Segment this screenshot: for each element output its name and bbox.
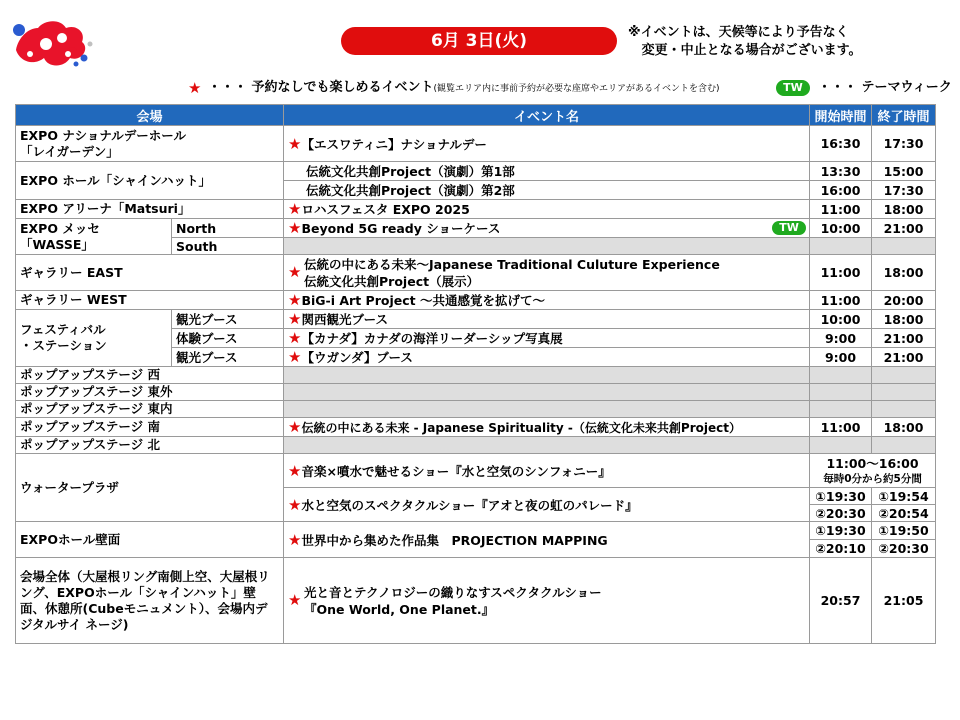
venue-cell: ポップアップステージ 西 bbox=[16, 367, 284, 384]
empty-time-cell bbox=[872, 238, 936, 255]
start-time: 11:00 bbox=[810, 255, 872, 291]
star-icon: ★ bbox=[288, 591, 302, 609]
end-time: 18:00 bbox=[872, 200, 936, 219]
start-time: 20:57 bbox=[810, 558, 872, 644]
event-cell bbox=[284, 255, 810, 291]
table-row bbox=[16, 200, 936, 219]
end-time: 21:00 bbox=[872, 329, 936, 348]
end-time: 18:00 bbox=[872, 418, 936, 437]
sub-area-label: 体験ブース bbox=[172, 329, 284, 348]
table-row bbox=[16, 126, 936, 162]
star-icon: ★ bbox=[288, 310, 302, 328]
start-time: 9:00 bbox=[810, 348, 872, 367]
table-row bbox=[16, 437, 936, 454]
table-row bbox=[16, 384, 936, 401]
end-time: 20:00 bbox=[872, 291, 936, 310]
event-title: 伝統文化共創Project（演劇）第1部 bbox=[284, 162, 810, 181]
legend-star-description bbox=[208, 79, 720, 98]
table-header-row bbox=[16, 105, 936, 126]
end-time: 18:00 bbox=[872, 255, 936, 291]
empty-event-cell bbox=[284, 384, 810, 401]
start-time: 9:00 bbox=[810, 329, 872, 348]
event-cell bbox=[284, 488, 810, 522]
table-row bbox=[16, 401, 936, 418]
venue-cell: EXPO アリーナ「Matsuri」 bbox=[16, 200, 284, 219]
empty-time-cell bbox=[872, 367, 936, 384]
event-title: 世界中から集めた作品集 PROJECTION MAPPING bbox=[301, 532, 608, 548]
end-time: 17:30 bbox=[872, 181, 936, 200]
start-time: ②20:30 bbox=[810, 505, 872, 522]
end-time: ②20:54 bbox=[872, 505, 936, 522]
expo-logo bbox=[10, 14, 96, 70]
empty-time-cell bbox=[872, 437, 936, 454]
sub-area-label: North bbox=[172, 219, 284, 238]
venue-cell: ギャラリー WEST bbox=[16, 291, 284, 310]
event-title: BiG-i Art Project ～共通感覚を拡げて～ bbox=[301, 293, 545, 308]
event-title: 光と音とテクノロジーの織りなすスペクタクルショー bbox=[304, 584, 602, 600]
schedule-notice: ※イベントは、天候等により予告なく 変更・中止となる場合がございます。 bbox=[628, 25, 862, 58]
venue-cell: ギャラリー EAST bbox=[16, 255, 284, 291]
end-time: ②20:30 bbox=[872, 540, 936, 558]
table-row bbox=[16, 310, 936, 329]
time-note: 毎時0分から約5分間 bbox=[823, 472, 922, 485]
empty-time-cell bbox=[810, 437, 872, 454]
start-time: 13:30 bbox=[810, 162, 872, 181]
end-time: 21:00 bbox=[872, 219, 936, 238]
table-row bbox=[16, 255, 936, 291]
event-title: 伝統の中にある未来 - Japanese Spirituality -（伝統文化未来共創Project） bbox=[301, 421, 741, 435]
end-time-header: 終了時間 bbox=[872, 105, 936, 126]
star-icon: ★ bbox=[288, 495, 302, 514]
event-title: Beyond 5G ready ショーケース bbox=[301, 221, 501, 236]
event-cell bbox=[284, 454, 810, 488]
sub-area-label: 観光ブース bbox=[172, 348, 284, 367]
time-range-cell bbox=[810, 454, 936, 488]
sub-area-label: South bbox=[172, 238, 284, 255]
start-time: 11:00 bbox=[810, 418, 872, 437]
event-title: 水と空気のスペクタクルショー『アオと夜の虹のパレード』 bbox=[301, 497, 638, 513]
table-row bbox=[16, 367, 936, 384]
empty-event-cell bbox=[284, 437, 810, 454]
event-header: イベント名 bbox=[284, 105, 810, 126]
start-time: 10:00 bbox=[810, 219, 872, 238]
time-range: 11:00～16:00 bbox=[826, 455, 919, 471]
event-cell bbox=[284, 558, 810, 644]
event-title: 【カナダ】カナダの海洋リーダーシップ写真展 bbox=[301, 331, 563, 346]
venue-cell: ウォータープラザ bbox=[16, 454, 284, 522]
empty-event-cell bbox=[284, 238, 810, 255]
empty-time-cell bbox=[810, 384, 872, 401]
end-time: 18:00 bbox=[872, 310, 936, 329]
table-row bbox=[16, 522, 936, 540]
event-schedule-table bbox=[15, 104, 936, 644]
event-title: 伝統文化共創Project（演劇）第2部 bbox=[284, 181, 810, 200]
table-row bbox=[16, 219, 936, 238]
start-time: ②20:10 bbox=[810, 540, 872, 558]
venue-cell: 会場全体（大屋根リング南側上空、大屋根リング、EXPOホール「シャインハット」壁面、休憩所(Cubeモニュメント）、会場内デジタルサイ ネージ) bbox=[16, 558, 284, 644]
empty-time-cell bbox=[810, 367, 872, 384]
end-time: ①19:54 bbox=[872, 488, 936, 505]
legend-theme-week-text: ・・・ テーマウィーク bbox=[818, 80, 952, 95]
star-icon: ★ bbox=[288, 134, 302, 153]
start-time: 11:00 bbox=[810, 200, 872, 219]
table-row bbox=[16, 418, 936, 437]
venue-cell: ポップアップステージ 北 bbox=[16, 437, 284, 454]
event-subtitle: 伝統文化共創Project（展示） bbox=[304, 273, 480, 289]
table-row bbox=[16, 454, 936, 488]
event-cell bbox=[284, 126, 810, 162]
venue-cell: EXPO ホール「シャインハット」 bbox=[16, 162, 284, 200]
venue-cell: ポップアップステージ 南 bbox=[16, 418, 284, 437]
star-icon: ★ bbox=[288, 291, 302, 309]
event-title: 音楽×噴水で魅せるショー『水と空気のシンフォニー』 bbox=[301, 463, 611, 479]
star-icon: ★ bbox=[288, 200, 302, 218]
star-icon: ★ bbox=[288, 530, 302, 549]
empty-event-cell bbox=[284, 367, 810, 384]
star-icon: ★ bbox=[288, 418, 302, 436]
event-cell bbox=[284, 348, 810, 367]
event-title: ロハスフェスタ EXPO 2025 bbox=[301, 202, 470, 217]
star-icon: ★ bbox=[288, 348, 302, 366]
start-time: 16:00 bbox=[810, 181, 872, 200]
end-time: 21:05 bbox=[872, 558, 936, 644]
star-icon: ★ bbox=[188, 79, 202, 97]
venue-header: 会場 bbox=[16, 105, 284, 126]
empty-time-cell bbox=[810, 401, 872, 418]
event-cell bbox=[284, 291, 810, 310]
star-icon: ★ bbox=[288, 329, 302, 347]
star-icon: ★ bbox=[288, 263, 302, 281]
theme-week-badge: TW bbox=[776, 80, 810, 96]
date-banner: 6月 3日(火) bbox=[341, 27, 617, 55]
event-title: 【エスワティニ】ナショナルデー bbox=[301, 136, 487, 152]
start-time-header: 開始時間 bbox=[810, 105, 872, 126]
event-subtitle: 『One World, One Planet.』 bbox=[304, 601, 495, 617]
venue-cell: EXPOホール壁面 bbox=[16, 522, 284, 558]
theme-week-badge: TW bbox=[772, 221, 806, 235]
empty-event-cell bbox=[284, 401, 810, 418]
legend-star-note: (観覧エリア内に事前予約が必要な座席やエリアがあるイベントを含む) bbox=[433, 84, 720, 94]
legend-star-main: ・・・ 予約なしでも楽しめるイベント bbox=[208, 80, 434, 95]
event-cell bbox=[284, 200, 810, 219]
end-time: 15:00 bbox=[872, 162, 936, 181]
end-time: ①19:50 bbox=[872, 522, 936, 540]
venue-cell: ポップアップステージ 東外 bbox=[16, 384, 284, 401]
venue-cell: EXPO ナショナルデーホール 「レイガーデン」 bbox=[16, 126, 284, 162]
empty-time-cell bbox=[872, 384, 936, 401]
venue-cell: EXPO メッセ「WASSE」 bbox=[16, 219, 172, 255]
end-time: 17:30 bbox=[872, 126, 936, 162]
event-title: 関西観光ブース bbox=[301, 312, 388, 327]
start-time: 16:30 bbox=[810, 126, 872, 162]
venue-cell: フェスティバル ・ステーション bbox=[16, 310, 172, 367]
event-title: 伝統の中にある未来～Japanese Traditional Culuture Experience bbox=[304, 256, 720, 272]
empty-time-cell bbox=[810, 238, 872, 255]
star-icon: ★ bbox=[288, 219, 302, 237]
start-time: 11:00 bbox=[810, 291, 872, 310]
table-row bbox=[16, 291, 936, 310]
table-row bbox=[16, 558, 936, 644]
event-cell bbox=[284, 418, 810, 437]
event-cell bbox=[284, 329, 810, 348]
end-time: 21:00 bbox=[872, 348, 936, 367]
event-cell bbox=[284, 522, 810, 558]
event-cell bbox=[284, 310, 810, 329]
empty-time-cell bbox=[872, 401, 936, 418]
venue-cell: ポップアップステージ 東内 bbox=[16, 401, 284, 418]
star-icon: ★ bbox=[288, 461, 302, 480]
start-time: 10:00 bbox=[810, 310, 872, 329]
start-time: ①19:30 bbox=[810, 488, 872, 505]
event-title: 【ウガンダ】ブース bbox=[301, 350, 413, 365]
event-cell bbox=[284, 219, 810, 238]
sub-area-label: 観光ブース bbox=[172, 310, 284, 329]
start-time: ①19:30 bbox=[810, 522, 872, 540]
table-row bbox=[16, 162, 936, 181]
